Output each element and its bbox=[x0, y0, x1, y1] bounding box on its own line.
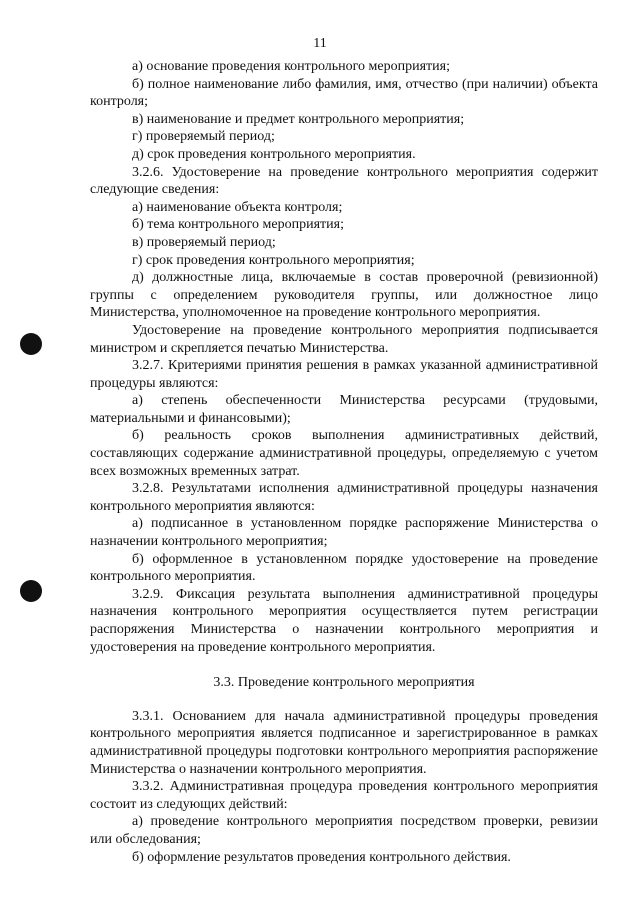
paragraph: а) степень обеспеченности Министерства ресурсами (трудовыми, материальными и финансовыми); bbox=[90, 393, 598, 426]
paragraph: б) оформление результатов проведения контрольного действия. bbox=[132, 849, 511, 865]
paragraph: б) полное наименование либо фамилия, имя, отчество (при наличии) объекта контроля; bbox=[90, 76, 598, 110]
paragraph: 3.3.2. Административная процедура проведения контрольного мероприятия состоит из следующих действий: bbox=[90, 779, 598, 812]
document-body bbox=[90, 58, 598, 866]
paragraph: 3.3.1. Основанием для начала административной процедуры проведения контрольного мероприятия является подписанное и зарегистрированное в рамках административной процедуры подготовки контрольного мероприятия распоряжение Министерства о назначении контрольного мероприятия. bbox=[90, 708, 598, 777]
paragraph: 3.2.7. Критериями принятия решения в рамках указанной административной процедуры являются: bbox=[90, 358, 598, 391]
paragraph: а) основание проведения контрольного мероприятия; bbox=[132, 59, 450, 74]
section-heading: 3.3. Проведение контрольного мероприятия bbox=[213, 675, 475, 691]
paragraph: Удостоверение на проведение контрольного мероприятия подписывается министром и скрепляется печатью Министерства. bbox=[90, 322, 598, 356]
paragraph: в) наименование и предмет контрольного мероприятия; bbox=[132, 111, 465, 127]
paragraph: д) должностные лица, включаемые в состав проверочной (ревизионной) группы с определением руководителя группы, или должностное лицо Министерства, уполномоченное на проведение контрольного мероприятия. bbox=[90, 270, 598, 321]
paragraph: а) наименование объекта контроля; bbox=[132, 199, 343, 215]
punch-hole bbox=[20, 333, 42, 355]
paragraph: 3.2.9. Фиксация результата выполнения административной процедуры назначения контрольного мероприятия осуществляется путем регистрации распоряжения Министерства о назначении контрольного мероприятия и удостоверения на проведение контрольного мероприятия. bbox=[90, 586, 598, 655]
paragraph: б) реальность сроков выполнения административных действий, составляющих содержание административной процедуры, определяемую с учетом всех возможных временных затрат. bbox=[90, 428, 598, 479]
paragraph: а) подписанное в установленном порядке распоряжение Министерства о назначении контрольного мероприятия; bbox=[90, 516, 598, 550]
paragraph: г) проверяемый период; bbox=[132, 129, 275, 145]
punch-hole bbox=[20, 580, 42, 602]
paragraph: г) срок проведения контрольного мероприятия; bbox=[132, 252, 415, 268]
paragraph: в) проверяемый период; bbox=[132, 234, 276, 250]
paragraph: 3.2.8. Результатами исполнения административной процедуры назначения контрольного мероприятия являются: bbox=[90, 481, 598, 514]
paragraph: б) тема контрольного мероприятия; bbox=[132, 217, 344, 233]
paragraph: б) оформленное в установленном порядке удостоверение на проведение контрольного мероприятия. bbox=[90, 551, 598, 585]
page-number: 11 bbox=[313, 36, 327, 51]
paragraph: а) проведение контрольного мероприятия посредством проверки, ревизии или обследования; bbox=[90, 814, 598, 847]
paragraph: д) срок проведения контрольного мероприятия. bbox=[132, 146, 416, 162]
paragraph: 3.2.6. Удостоверение на проведение контрольного мероприятия содержит следующие сведения: bbox=[90, 164, 598, 198]
